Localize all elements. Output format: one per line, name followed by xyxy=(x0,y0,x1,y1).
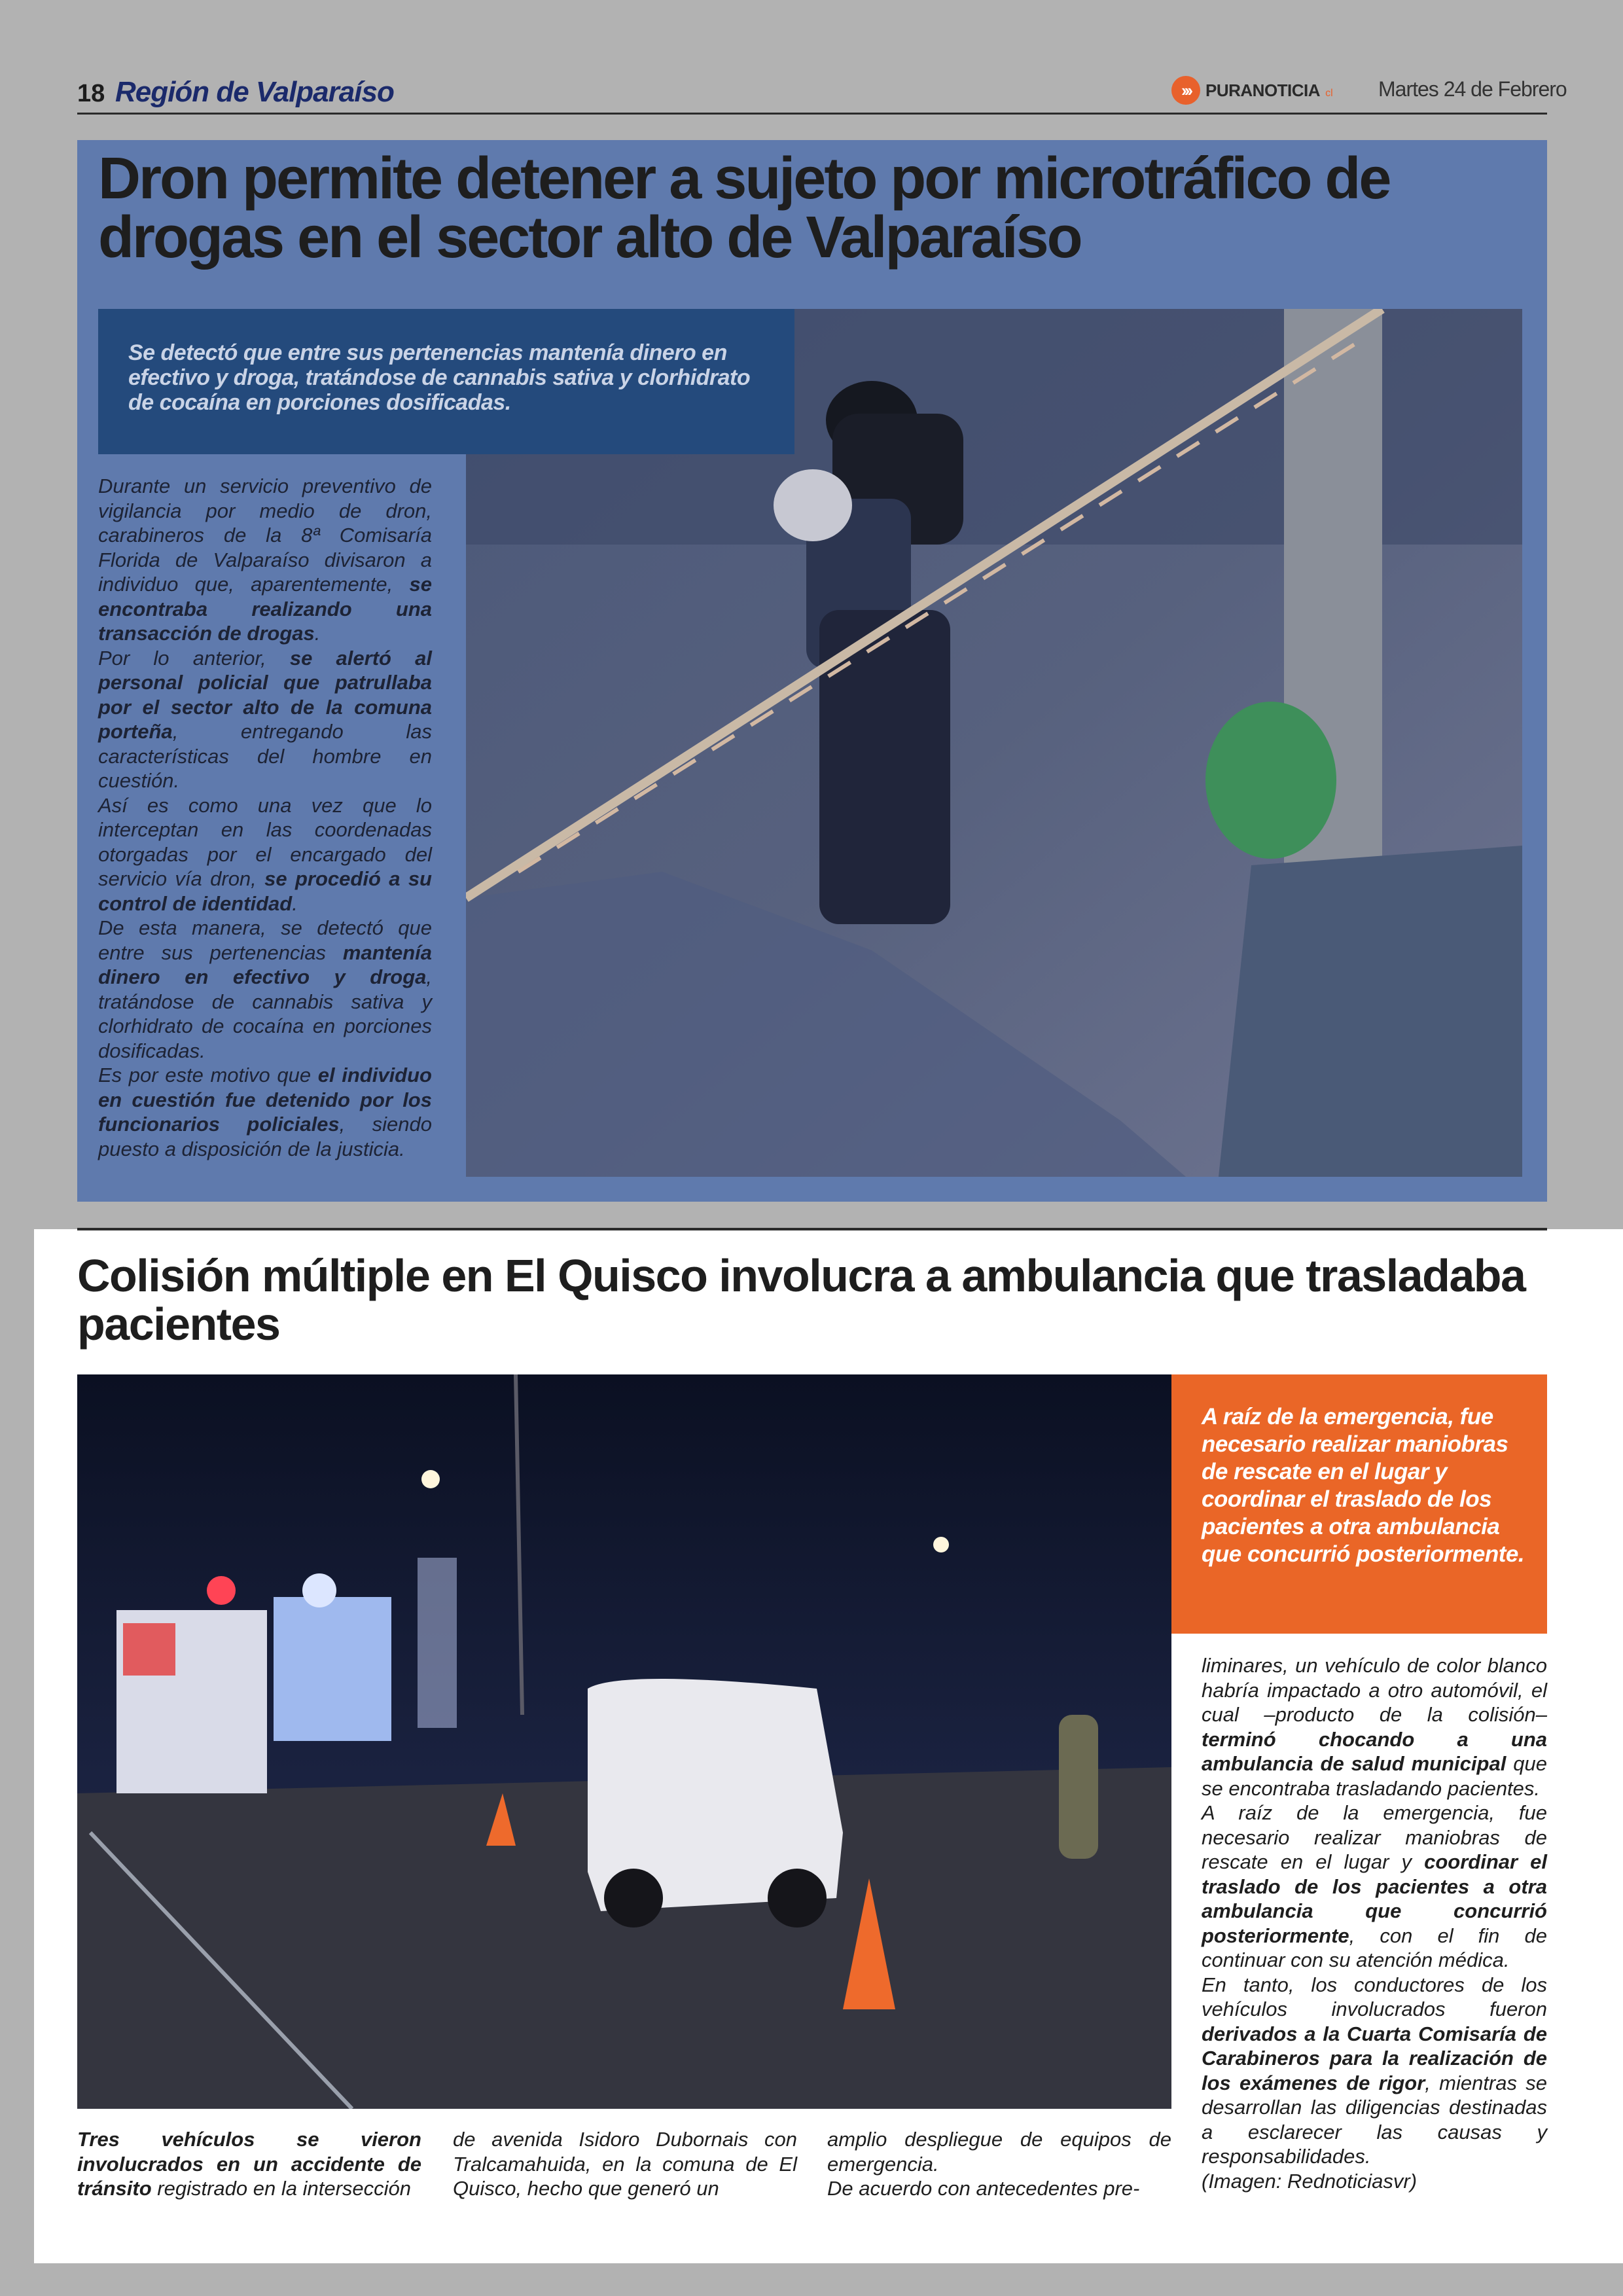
header-divider xyxy=(77,113,1547,115)
article1-body xyxy=(98,474,432,1161)
brand-suffix: cl xyxy=(1325,88,1333,99)
paragraph: de avenida Isidoro Dubornais con Tralcamahuida, en la comuna de El Quisco, hecho que generó un xyxy=(453,2128,797,2200)
section-title: Región de Valparaíso xyxy=(115,76,394,108)
article2-column-1 xyxy=(77,2127,421,2201)
paragraph: De acuerdo con antecedentes pre- xyxy=(827,2177,1140,2200)
article2-collision-photo xyxy=(77,1374,1171,2109)
paragraph: amplio despliegue de equipos de emergencia. xyxy=(827,2128,1171,2176)
article2-deck: A raíz de la emergencia, fue necesario realizar maniobras de rescate en el lugar y coordinar el traslado de los pacientes a otra ambulancia que concurrió posteriormente. xyxy=(1202,1404,1525,1567)
paragraph: liminares, un vehículo de color blanco habría impactado a otro automóvil, el cual –producto de la colisión– terminó chocando a una ambulancia de salud municipal que se encontraba trasladando pacientes. xyxy=(1202,1654,1548,1800)
paragraph: Durante un servicio preventivo de vigilancia por medio de dron, carabineros de la 8ª Comisaría Florida de Valparaíso divisaron a individuo que, aparentemente, se encontraba realizando una transacción de drogas. xyxy=(98,475,432,645)
article2-column-4 xyxy=(1202,1653,1547,2193)
article2-headline: Colisión múltiple en El Quisco involucra a ambulancia que trasladaba pacientes xyxy=(77,1250,1525,1350)
brand xyxy=(1171,76,1333,105)
article2-column-3 xyxy=(827,2127,1171,2201)
image-credit: (Imagen: Rednoticiasvr) xyxy=(1202,2169,1418,2193)
brand-chevron-icon: ››› xyxy=(1171,76,1200,105)
paragraph: A raíz de la emergencia, fue necesario realizar maniobras de rescate en el lugar y coordinar el traslado de los pacientes a otra ambulancia que concurrió posteriormente, con el fin de continuar con su atención médica. xyxy=(1202,1801,1548,1971)
article2-column-2 xyxy=(453,2127,797,2201)
article1-headline: Dron permite detener a sujeto por microtráfico de drogas en el sector alto de Valparaíso xyxy=(98,146,1390,270)
article-divider xyxy=(77,1228,1547,1230)
paragraph: Así es como una vez que lo interceptan en las coordenadas otorgadas por el encargado del servicio vía dron, se procedió a su control de identidad. xyxy=(98,793,432,915)
brand-name: PURANOTICIA xyxy=(1205,80,1321,100)
page-number: 18 xyxy=(77,80,105,107)
paragraph: Tres vehículos se vieron involucrados en un accidente de tránsito registrado en la intersección xyxy=(77,2128,421,2200)
article1-deck: Se detectó que entre sus pertenencias mantenía dinero en efectivo y droga, tratándose de cannabis sativa y clorhidrato de cocaína en porciones dosificadas. xyxy=(128,340,751,415)
paragraph: Por lo anterior, se alertó al personal policial que patrullaba por el sector alto de la comuna porteña, entregando las características del hombre en cuestión. xyxy=(98,646,433,792)
paragraph: En tanto, los conductores de los vehículos involucrados fueron derivados a la Cuarta Comisaría de Carabineros para la realización de los exámenes de rigor, mientras se desarrollan las diligencias destinadas a esclarecer las causas y responsabilidades. xyxy=(1202,1973,1547,2168)
paragraph: De esta manera, se detectó que entre sus pertenencias mantenía dinero en efectivo y droga, tratándose de cannabis sativa y clorhidrato de cocaína en porciones dosificadas. xyxy=(98,916,432,1062)
paragraph: Es por este motivo que el individuo en cuestión fue detenido por los funcionarios policiales, siendo puesto a disposición de la justicia. xyxy=(98,1064,432,1160)
issue-date: Martes 24 de Febrero xyxy=(1378,77,1567,101)
